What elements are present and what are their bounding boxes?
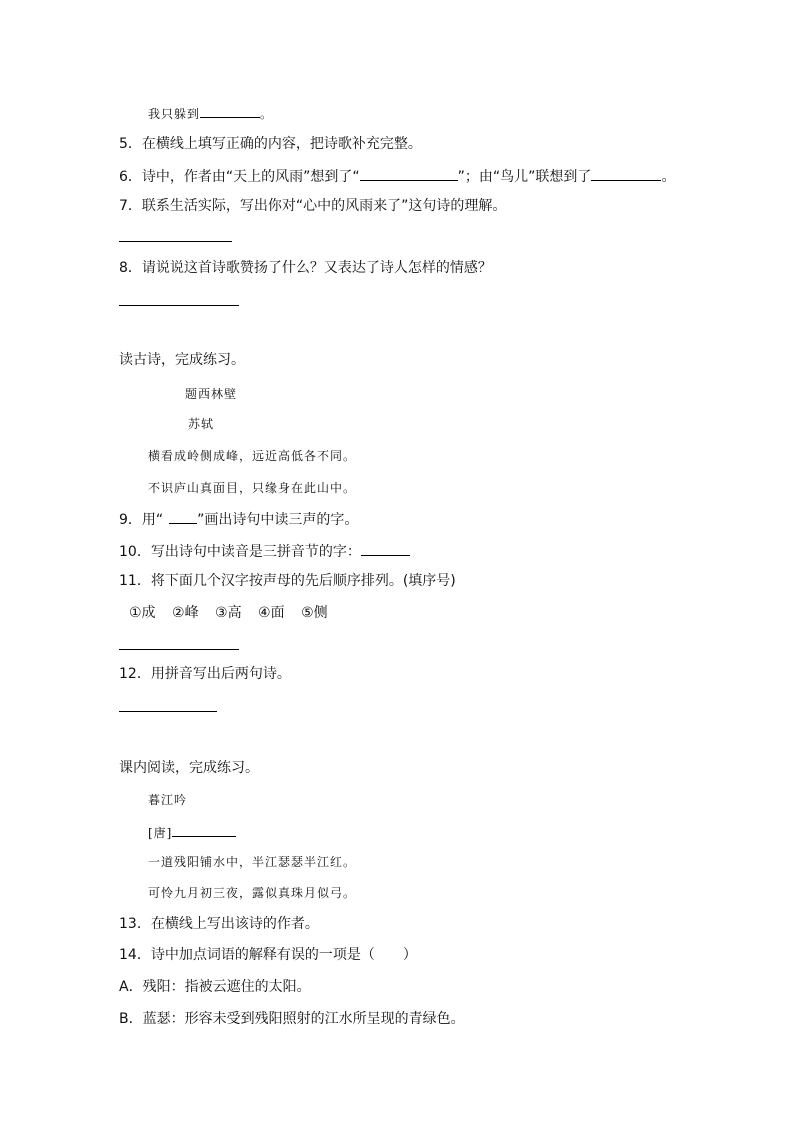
poem-title: 题西林壁 xyxy=(185,387,238,401)
question-9: 9．用“ ”画出诗句中读三声的字。 xyxy=(119,509,358,529)
option-item: ③高 xyxy=(215,605,242,621)
answer-blank[interactable] xyxy=(361,541,410,556)
question-11: 11．将下面几个汉字按声母的先后顺序排列。(填序号) xyxy=(119,573,456,589)
answer-line[interactable] xyxy=(119,241,232,242)
underline-sample xyxy=(169,509,197,524)
poem-line: 横看成岭侧成峰，远近高低各不同。 xyxy=(148,449,357,463)
section-intro: 课内阅读，完成练习。 xyxy=(119,760,259,776)
option-item: ②峰 xyxy=(172,605,199,621)
question-6: 6．诗中，作者由“天上的风雨”想到了“ ”；由“鸟儿”联想到了 。 xyxy=(119,166,675,186)
answer-blank[interactable] xyxy=(172,822,236,837)
poem-author: 苏轼 xyxy=(188,417,215,431)
option-a: A．残阳：指被云遮住的太阳。 xyxy=(119,979,311,995)
question-14: 14．诗中加点词语的解释有误的一项是（ ） xyxy=(119,947,417,963)
question-5: 5．在横线上填写正确的内容，把诗歌补充完整。 xyxy=(119,136,422,152)
answer-blank[interactable] xyxy=(200,103,260,118)
answer-blank[interactable] xyxy=(591,166,661,181)
question-11-options xyxy=(129,604,328,622)
section-intro: 读古诗，完成练习。 xyxy=(119,352,245,368)
answer-line[interactable] xyxy=(119,649,239,650)
question-13: 13．在横线上写出该诗的作者。 xyxy=(119,916,319,932)
question-10: 10．写出诗句中读音是三拼音节的字： xyxy=(119,541,410,561)
poem-line: 一道残阳铺水中，半江瑟瑟半江红。 xyxy=(148,855,357,869)
option-b: B．蓝瑟：形容未受到残阳照射的江水所呈现的青绿色。 xyxy=(119,1011,465,1027)
poem-line: 不识庐山真面目，只缘身在此山中。 xyxy=(148,481,357,495)
answer-blank[interactable] xyxy=(360,166,458,181)
option-item: ①成 xyxy=(129,605,156,621)
question-8: 8．请说说这首诗歌赞扬了什么？又表达了诗人怎样的情感？ xyxy=(119,260,492,276)
answer-line[interactable] xyxy=(119,305,239,306)
option-item: ④面 xyxy=(258,605,285,621)
answer-line[interactable] xyxy=(119,711,217,712)
poem-line: 可怜九月初三夜，露似真珠月似弓。 xyxy=(148,886,357,900)
question-7: 7．联系生活实际，写出你对“心中的风雨来了”这句诗的理解。 xyxy=(119,198,507,214)
question-12: 12．用拼音写出后两句诗。 xyxy=(119,666,291,682)
poem-dynasty: [唐] xyxy=(148,822,236,842)
poem-title: 暮江吟 xyxy=(148,793,188,807)
option-item: ⑤侧 xyxy=(301,605,328,621)
poem-line-fragment: 我只躲到 。 xyxy=(148,103,273,123)
